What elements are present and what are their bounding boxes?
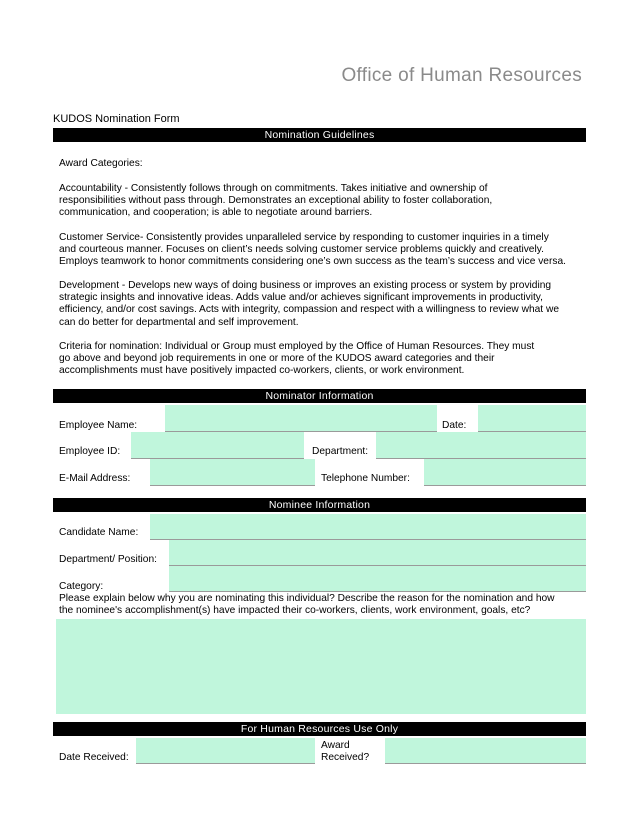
criteria-for-nomination	[59, 341, 584, 378]
category-label: Category:	[59, 581, 104, 592]
date-label: Date:	[442, 420, 467, 431]
text-line: communication, and cooperation; is able to negotiate around barriers.	[59, 207, 373, 219]
nomination-guidelines-bar: Nomination Guidelines	[53, 128, 586, 142]
text-line: Accountability - Consistently follows through on commitments. Takes initiative and ownership of	[59, 183, 488, 194]
date-received-label: Date Received:	[59, 752, 129, 763]
text-line: responsibilities without pass through. Demonstrates an exceptional ability to foster collaboration,	[59, 195, 493, 207]
text-line: Employs teamwork to honor commitments considering one’s own success as the team’s success and vice versa.	[59, 256, 566, 268]
text-line: Award	[321, 740, 350, 751]
category-accountability	[59, 183, 584, 220]
text-line: go above and beyond job requirements in one or more of the KUDOS award categories and their	[59, 353, 495, 365]
telephone-number-label: Telephone Number:	[321, 473, 410, 484]
text-line: and courteous manner. Focuses on client’s needs solving customer service problems quickly and creatively.	[59, 244, 544, 256]
employee-id-label: Employee ID:	[59, 446, 121, 457]
department-position-field[interactable]	[169, 540, 586, 566]
candidate-name-label: Candidate Name:	[59, 527, 139, 538]
employee-name-field[interactable]	[165, 405, 437, 432]
text-line: strategic insights and innovative ideas. Adds value and/or achieves significant improvements in productivity,	[59, 292, 543, 304]
category-development	[59, 280, 584, 329]
telephone-number-field[interactable]	[424, 459, 586, 486]
department-position-label: Department/ Position:	[59, 554, 157, 565]
text-line: accomplishments must have positively impacted co-workers, clients, or work environment.	[59, 365, 465, 377]
text-line: the nominee's accomplishment(s) have impacted their co-workers, clients, work environment, goals, etc?	[59, 605, 531, 617]
nomination-explanation-textarea[interactable]	[56, 619, 586, 714]
department-label: Department:	[312, 446, 369, 457]
award-received-field[interactable]	[385, 738, 586, 764]
text-line: efficiency, and/or cost savings. Acts with integrity, compassion and respect with a willingness to review what we	[59, 304, 559, 316]
category-field[interactable]	[169, 566, 586, 592]
text-line: Development - Develops new ways of doing business or improves an existing process or system by providing	[59, 280, 552, 291]
email-address-field[interactable]	[150, 459, 315, 486]
date-field[interactable]	[478, 405, 586, 432]
nominator-information-bar: Nominator Information	[53, 389, 586, 403]
office-title: Office of Human Resources	[341, 65, 582, 86]
text-line: Received?	[321, 752, 370, 763]
employee-name-label: Employee Name:	[59, 420, 138, 431]
email-address-label: E-Mail Address:	[59, 473, 131, 484]
date-received-field[interactable]	[136, 738, 315, 764]
category-customer-service	[59, 232, 584, 269]
department-field[interactable]	[376, 432, 586, 459]
text-line: Criteria for nomination: Individual or Group must employed by the Office of Human Resources. They must	[59, 341, 535, 352]
form-title: KUDOS Nomination Form	[53, 113, 180, 125]
hr-use-only-bar: For Human Resources Use Only	[53, 722, 586, 736]
award-received-label	[321, 740, 369, 764]
text-line: can do better for departmental and self improvement.	[59, 316, 299, 328]
text-line: Customer Service- Consistently provides unparalleled service by responding to customer inquiries in a timely	[59, 232, 549, 243]
award-categories-heading: Award Categories:	[59, 158, 143, 169]
employee-id-field[interactable]	[131, 432, 304, 459]
nominee-information-bar: Nominee Information	[53, 498, 586, 512]
nomination-explanation-prompt	[59, 593, 589, 617]
candidate-name-field[interactable]	[150, 514, 586, 540]
text-line: Please explain below why you are nominating this individual? Describe the reason for the nomination and how	[59, 593, 555, 604]
